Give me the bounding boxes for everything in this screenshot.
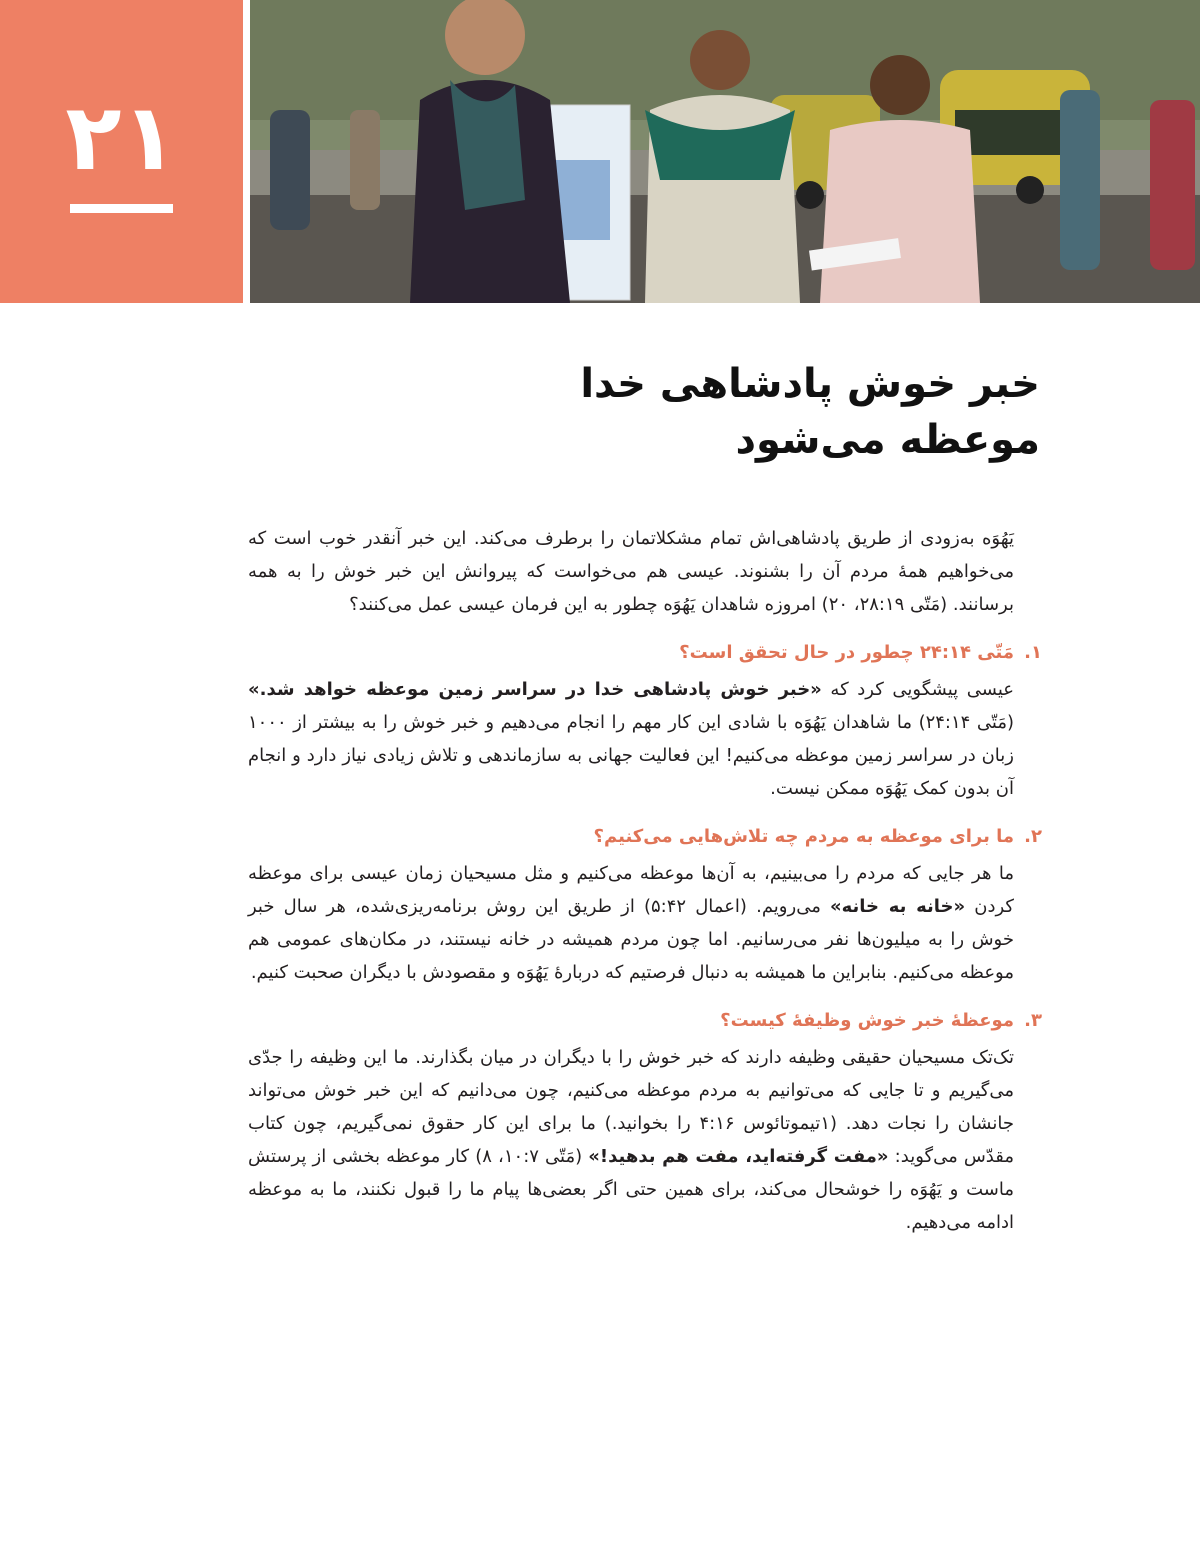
lesson-number: ۲۱ — [65, 84, 178, 191]
answer-paragraph — [248, 1041, 1014, 1239]
person-right — [820, 120, 980, 303]
answer-text: می‌رویم. (اعمال ۵:۴۲) از طریق این روش برنامه‌ریزی‌شده، هر سال خبر خوش را به میلیون‌ها نفر می‌رسانیم. اما چون مردم همیشه در خانه نیستند، در مکان‌های عمومی هم موعظه می‌کنیم. بنابراین ما همیشه به دنبال فرصتیم که دربارهٔ یَهُوَه و مقصودش با دیگران صحبت کنیم. — [248, 896, 1014, 983]
question-number: ۲. — [1024, 826, 1042, 847]
answer-text: تک‌تک مسیحیان حقیقی وظیفه دارند که خبر خوش را با دیگران در میان بگذارند. ما این وظیفه را جدّی می‌گیریم و تا جایی که می‌توانیم به مردم موعظه می‌کنیم، چون می‌دانیم که این خبر خوش می‌تواند جانشان را نجات دهد. (۱تیموتائوس ۴:۱۶ را بخوانید.) ما برای این کار حقوق نمی‌گیریم، چون کتاب مقدّس می‌گوید: — [248, 1047, 1015, 1167]
question-heading — [248, 821, 1042, 853]
section-3 — [248, 1005, 1042, 1239]
question-heading — [248, 637, 1042, 669]
question-text: موعظهٔ خبر خوش وظیفهٔ کیست؟ — [720, 1010, 1014, 1031]
scripture-quote: «مفت گرفته‌اید، مفت هم بدهید!» — [588, 1146, 889, 1167]
lesson-content — [248, 522, 1042, 1239]
answer-text: (مَتّی ۱۰:۷، ۸) کار موعظه بخشی از پرستش ماست و یَهُوَه را خوشحال می‌کند، برای همین حتی اگر بعضی‌ها پیام ما را قبول نکنند، ما به موعظه ادامه می‌دهیم. — [248, 1146, 1014, 1233]
title-line-1: خبر خوش پادشاهی خدا — [580, 361, 1040, 407]
section-1 — [248, 637, 1042, 805]
lesson-number-box — [0, 0, 243, 303]
page-title — [240, 356, 1040, 468]
question-number: ۱. — [1024, 642, 1042, 663]
photo-illustration — [250, 0, 1200, 303]
question-number: ۳. — [1024, 1010, 1042, 1031]
lesson-number-underline — [70, 204, 173, 213]
question-text: مَتّی ۲۴:۱۴ چطور در حال تحقق است؟ — [679, 642, 1014, 663]
scripture-quote: «خانه به خانه» — [829, 896, 966, 917]
answer-paragraph — [248, 857, 1014, 989]
question-text: ما برای موعظه به مردم چه تلاش‌هایی می‌کنیم؟ — [593, 826, 1014, 847]
scripture-quote: «خبر خوش پادشاهی خدا در سراسر زمین موعظه خواهد شد.» — [248, 679, 822, 700]
question-heading — [248, 1005, 1042, 1037]
answer-text: (مَتّی ۲۴:۱۴) ما شاهدان یَهُوَه با شادی این کار مهم را انجام می‌دهیم و خبر خوش را به بیشتر از ۱۰۰۰ زبان در سراسر زمین موعظه می‌کنیم! این فعالیت جهانی به سازماندهی و تلاش زیادی نیاز دارد و انجام آن بدون کمک یَهُوَه ممکن نیست. — [248, 712, 1014, 799]
answer-paragraph — [248, 673, 1014, 805]
section-2 — [248, 821, 1042, 989]
answer-text: ما هر جایی که مردم را می‌بینیم، به آن‌ها موعظه می‌کنیم و مثل مسیحیان زمان عیسی برای موعظه کردن — [248, 863, 1014, 917]
intro-paragraph: یَهُوَه به‌زودی از طریق پادشاهی‌اش تمام مشکلاتمان را برطرف می‌کند. این خبر آنقدر خوب است که می‌خواهیم همهٔ مردم آن را بشنوند. عیسی هم می‌خواست که پیروانش این خبر خوش را به همه برسانند. (مَتّی ۲۸:۱۹، ۲۰) امروزه شاهدان یَهُوَه چطور به این فرمان عیسی عمل می‌کنند؟ — [248, 528, 1014, 615]
title-line-2: موعظه می‌شود — [735, 417, 1040, 463]
street-preaching-photo — [250, 0, 1200, 303]
answer-text: عیسی پیشگویی کرد که — [821, 679, 1014, 700]
